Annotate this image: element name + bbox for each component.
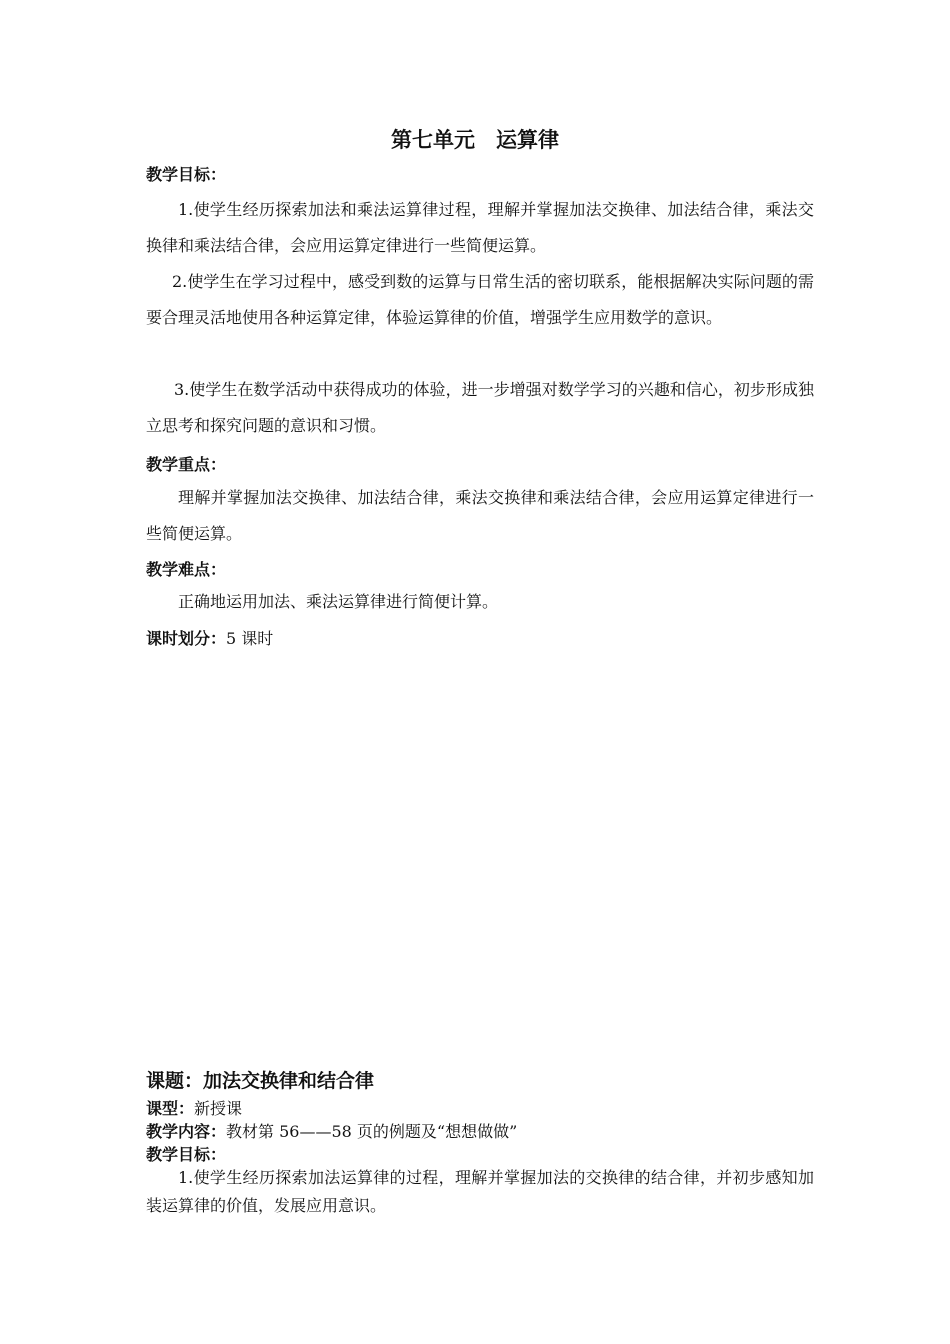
- lesson-content-label: 教学内容：: [146, 1122, 227, 1141]
- difficulty-paragraph: 正确地运用加法、乘法运算律进行简便计算。: [178, 592, 499, 611]
- goal-1-paragraph: 1.使学生经历探索加法和乘法运算律过程，理解并掌握加法交换律、加法结合律，乘法交换律和乘法结合律，会应用运算定律进行一些简便运算。: [146, 200, 814, 255]
- class-hours-line: [146, 626, 273, 649]
- key-points-heading: 教学重点：: [146, 455, 227, 474]
- lesson-title: 课题：加法交换律和结合律: [146, 1070, 375, 1092]
- unit-title: 第七单元 运算律: [391, 128, 559, 152]
- class-hours-label: 课时划分：: [146, 629, 227, 648]
- difficulty-heading: 教学难点：: [146, 560, 227, 579]
- lesson-type-label: 课型：: [146, 1099, 195, 1118]
- lesson-goal-1-paragraph: 1.使学生经历探索加法运算律的过程，理解并掌握加法的交换律的结合律，并初步感知加装运算律的价值，发展应用意识。: [146, 1168, 814, 1215]
- key-points-paragraph: 理解并掌握加法交换律、加法结合律，乘法交换律和乘法结合律，会应用运算定律进行一些简便运算。: [146, 488, 814, 543]
- goal-3-paragraph: 3.使学生在数学活动中获得成功的体验，进一步增强对数学学习的兴趣和信心，初步形成独立思考和探究问题的意识和习惯。: [146, 380, 814, 435]
- lesson-goals-line: [146, 1142, 226, 1165]
- lesson-goals-label: 教学目标：: [146, 1145, 227, 1164]
- lesson-type-line: [146, 1096, 242, 1119]
- goal-2-paragraph: 2.使学生在学习过程中，感受到数的运算与日常生活的密切联系，能根据解决实际问题的需要合理灵活地使用各种运算定律，体验运算律的价值，增强学生应用数学的意识。: [146, 272, 814, 327]
- class-hours-value: 5 课时: [226, 629, 274, 648]
- lesson-type-value: 新授课: [194, 1099, 243, 1118]
- lesson-content-value: 教材第 56——58 页的例题及“想想做做”: [226, 1122, 518, 1141]
- lesson-content-line: [146, 1119, 517, 1142]
- goals-heading: 教学目标：: [146, 165, 227, 184]
